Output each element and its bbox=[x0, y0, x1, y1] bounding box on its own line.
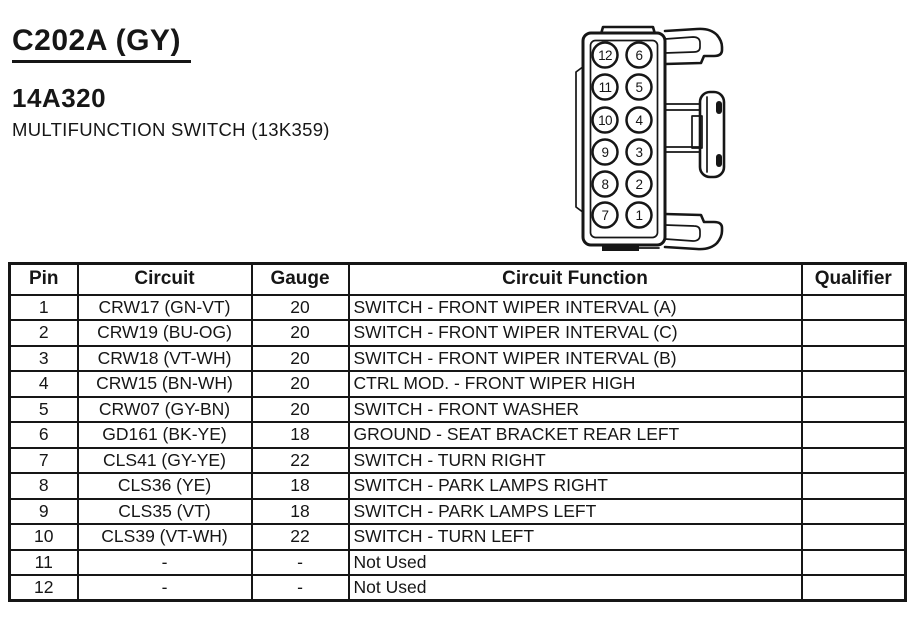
table-body bbox=[10, 295, 906, 601]
pin-cell: 2 bbox=[10, 320, 78, 346]
gauge-cell: - bbox=[252, 575, 349, 601]
pin-cell: 4 bbox=[10, 371, 78, 397]
function-cell: SWITCH - FRONT WIPER INTERVAL (A) bbox=[349, 295, 802, 321]
connector-drawing bbox=[555, 0, 805, 256]
circuit-cell: CRW18 (VT-WH) bbox=[78, 346, 252, 372]
table-row bbox=[10, 422, 906, 448]
connector-bottom-wing-inner bbox=[665, 225, 700, 241]
pin-cell: 6 bbox=[10, 422, 78, 448]
table-row bbox=[10, 524, 906, 550]
gauge-cell: 22 bbox=[252, 448, 349, 474]
pin-number: 10 bbox=[598, 112, 612, 128]
qualifier-cell bbox=[802, 371, 906, 397]
gauge-cell: 20 bbox=[252, 397, 349, 423]
circuit-cell: CRW19 (BU-OG) bbox=[78, 320, 252, 346]
pin-cell: 12 bbox=[10, 575, 78, 601]
qualifier-cell bbox=[802, 295, 906, 321]
qualifier-cell bbox=[802, 524, 906, 550]
gauge-cell: 20 bbox=[252, 346, 349, 372]
qualifier-cell bbox=[802, 550, 906, 576]
pin-number: 2 bbox=[635, 176, 643, 192]
circuit-cell: GD161 (BK-YE) bbox=[78, 422, 252, 448]
gauge-cell: - bbox=[252, 550, 349, 576]
function-cell: SWITCH - PARK LAMPS LEFT bbox=[349, 499, 802, 525]
pin-number: 9 bbox=[601, 144, 609, 160]
pin-cell: 8 bbox=[10, 473, 78, 499]
table-header-row bbox=[10, 264, 906, 295]
pin-number: 6 bbox=[635, 47, 643, 63]
table-row bbox=[10, 346, 906, 372]
qualifier-cell bbox=[802, 473, 906, 499]
gauge-cell: 20 bbox=[252, 371, 349, 397]
function-cell: Not Used bbox=[349, 550, 802, 576]
pin-number: 12 bbox=[598, 47, 612, 63]
function-cell: SWITCH - PARK LAMPS RIGHT bbox=[349, 473, 802, 499]
component-name: MULTIFUNCTION SWITCH (13K359) bbox=[12, 119, 330, 140]
function-cell: SWITCH - FRONT WIPER INTERVAL (B) bbox=[349, 346, 802, 372]
qualifier-header: Qualifier bbox=[802, 264, 906, 295]
gauge-cell: 18 bbox=[252, 473, 349, 499]
pin-number: 1 bbox=[635, 207, 643, 223]
gauge-header: Gauge bbox=[252, 264, 349, 295]
gauge-cell: 20 bbox=[252, 295, 349, 321]
gauge-cell: 22 bbox=[252, 524, 349, 550]
pin-cell: 5 bbox=[10, 397, 78, 423]
function-cell: SWITCH - TURN LEFT bbox=[349, 524, 802, 550]
table-row bbox=[10, 473, 906, 499]
table-row bbox=[10, 371, 906, 397]
connector-diagram bbox=[555, 0, 805, 256]
function-cell: GROUND - SEAT BRACKET REAR LEFT bbox=[349, 422, 802, 448]
connector-latch-stem bbox=[665, 104, 699, 152]
table-row bbox=[10, 397, 906, 423]
connector-bottom-wing bbox=[665, 214, 722, 249]
pin-cell: 1 bbox=[10, 295, 78, 321]
qualifier-cell bbox=[802, 320, 906, 346]
circuit-header: Circuit bbox=[78, 264, 252, 295]
connector-bottom-tab bbox=[602, 245, 639, 251]
gauge-cell: 18 bbox=[252, 422, 349, 448]
circuit-cell: CLS39 (VT-WH) bbox=[78, 524, 252, 550]
circuit-cell: CLS35 (VT) bbox=[78, 499, 252, 525]
table-row bbox=[10, 575, 906, 601]
circuit-cell: CRW07 (GY-BN) bbox=[78, 397, 252, 423]
qualifier-cell bbox=[802, 397, 906, 423]
function-cell: CTRL MOD. - FRONT WIPER HIGH bbox=[349, 371, 802, 397]
circuit-cell: - bbox=[78, 550, 252, 576]
pin-cell: 10 bbox=[10, 524, 78, 550]
circuit-cell: CLS41 (GY-YE) bbox=[78, 448, 252, 474]
table-row bbox=[10, 499, 906, 525]
qualifier-cell bbox=[802, 575, 906, 601]
pin-cell: 11 bbox=[10, 550, 78, 576]
pin-cell: 3 bbox=[10, 346, 78, 372]
pin-cell: 9 bbox=[10, 499, 78, 525]
table-row bbox=[10, 320, 906, 346]
qualifier-cell bbox=[802, 346, 906, 372]
pin-number: 11 bbox=[598, 79, 612, 95]
connector-body bbox=[583, 33, 665, 245]
connector-latch-slot-bottom bbox=[716, 154, 722, 167]
pin-number: 3 bbox=[635, 144, 643, 160]
function-cell: SWITCH - FRONT WIPER INTERVAL (C) bbox=[349, 320, 802, 346]
pin-number: 4 bbox=[635, 112, 643, 128]
connector-latch-slot-top bbox=[716, 101, 722, 114]
circuit-cell: - bbox=[78, 575, 252, 601]
part-number: 14A320 bbox=[12, 83, 107, 113]
qualifier-cell bbox=[802, 448, 906, 474]
circuit-cell: CRW17 (GN-VT) bbox=[78, 295, 252, 321]
connector-top-wing bbox=[665, 29, 722, 64]
circuit-cell: CLS36 (YE) bbox=[78, 473, 252, 499]
circuit-function-header: Circuit Function bbox=[349, 264, 802, 295]
document-header bbox=[12, 24, 330, 141]
function-cell: SWITCH - FRONT WASHER bbox=[349, 397, 802, 423]
pin-header: Pin bbox=[10, 264, 78, 295]
pin-cell: 7 bbox=[10, 448, 78, 474]
pin-number: 5 bbox=[635, 79, 643, 95]
gauge-cell: 18 bbox=[252, 499, 349, 525]
table-row bbox=[10, 448, 906, 474]
pin-number: 8 bbox=[601, 176, 609, 192]
qualifier-cell bbox=[802, 422, 906, 448]
circuit-cell: CRW15 (BN-WH) bbox=[78, 371, 252, 397]
gauge-cell: 20 bbox=[252, 320, 349, 346]
table-row bbox=[10, 550, 906, 576]
qualifier-cell bbox=[802, 499, 906, 525]
pinout-table bbox=[8, 262, 907, 602]
connector-id-title: C202A (GY) bbox=[12, 24, 191, 63]
table-row bbox=[10, 295, 906, 321]
connector-top-wing-inner bbox=[665, 37, 700, 53]
function-cell: Not Used bbox=[349, 575, 802, 601]
function-cell: SWITCH - TURN RIGHT bbox=[349, 448, 802, 474]
pin-number: 7 bbox=[601, 207, 609, 223]
